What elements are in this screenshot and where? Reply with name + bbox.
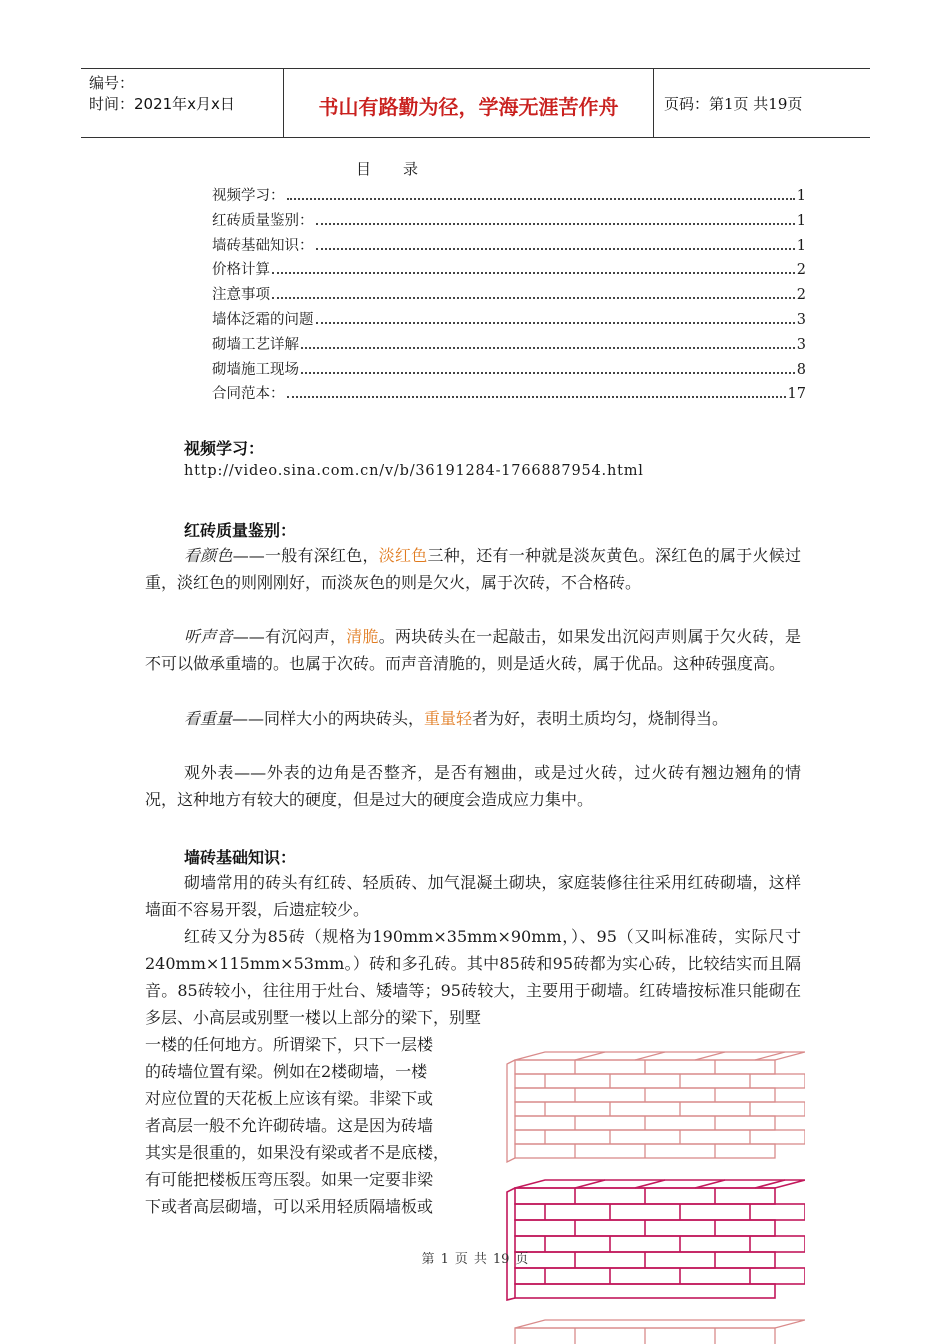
toc-item-label: 墙砖基础知识： [212,237,314,254]
page-footer [0,1248,950,1267]
toc-leader [316,248,795,250]
toc-item-page: 8 [796,361,806,378]
toc-item[interactable] [212,209,806,234]
toc-leader [316,223,795,225]
quality-paragraph-sound [145,623,801,677]
header-meta [89,73,235,115]
text-run: ——一般有深红色， [232,546,379,565]
basics-paragraph-2: 红砖又分为85砖（规格为190mm×35mm×90mm，）、95（又叫标准砖，实际尺寸240mm×115mm×53mm。）砖和多孔砖。其中85砖和95砖都为实心砖，比较结实而且隔音。85砖较小，往往用于灶台、矮墙等；95砖较大，主要用于砌墙。红砖墙按标准只能砌在多层、小高层或别墅一楼以上部分的梁下，别墅 [145,927,801,1027]
toc-item[interactable] [212,184,806,209]
quality-paragraph-appearance: 观外表——外表的边角是否整齐，是否有翘曲，或是过火砖，过火砖有翘边翘角的情况，这种地方有较大的硬度，但是过大的硬度会造成应力集中。 [145,763,801,809]
text-line: 其实是很重的，如果没有梁或者不是底楼， [145,1143,450,1162]
video-link[interactable]: http://video.sina.com.cn/v/b/36191284-1766887954.html [184,463,644,479]
text-run: ——同样大小的两块砖头， [232,709,425,728]
text-line: 对应位置的天花板上应该有梁。非梁下或 [145,1089,434,1108]
basics-wrap-column [145,1031,495,1220]
term-color: 看颜色 [184,546,233,565]
toc-title [356,158,450,179]
toc-item-label: 价格计算 [212,262,270,279]
header-divider [653,69,654,137]
toc-item-page: 2 [796,262,806,279]
text-line: 者高层一般不允许砌砖墙。这是因为砖墙 [145,1116,434,1135]
footer-text: 页 [515,1252,529,1267]
toc-item[interactable] [212,308,806,333]
toc-item-label: 砌墙工艺详解 [212,336,299,353]
toc-item-page: 17 [787,386,806,403]
video-heading: 视频学习： [184,439,265,458]
text-run: 三种，还有一种就是淡灰黄色。深红色的属于火候过重，淡红色的则刚刚好，而淡灰色的则是欠火，属于次砖，不合格砖。 [145,546,801,592]
quality-heading: 红砖质量鉴别： [184,521,297,540]
footer-text: 页 [454,1252,468,1267]
text-line: 一楼的任何地方。所谓梁下，只下一层楼 [145,1035,434,1054]
toc-leader [272,297,795,299]
toc-item[interactable] [212,358,806,383]
header-number: 编号： [89,74,135,92]
toc-item-label: 合同范本： [212,386,285,403]
toc-leader [301,347,795,349]
toc-leader [287,198,795,200]
toc-item-page: 1 [796,212,806,229]
toc-item[interactable] [212,283,806,308]
toc-item[interactable] [212,258,806,283]
quality-paragraph-color [145,542,801,596]
highlight-light-weight: 重量轻 [424,709,473,728]
toc-item-label: 红砖质量鉴别： [212,212,314,229]
text-line: 有可能把楼板压弯压裂。如果一定要非梁 [145,1170,434,1189]
text-run: ——有沉闷声， [232,627,347,646]
toc-leader [272,272,795,274]
toc-item[interactable] [212,333,806,358]
page-header [81,68,870,138]
header-page-info: 页码：第1页 共19页 [664,95,803,113]
toc-item-label: 注意事项 [212,287,270,304]
highlight-crisp: 清脆 [346,627,379,646]
brick-wall-illustration-dark [505,1178,805,1302]
toc-leader [316,322,795,324]
toc-item[interactable] [212,382,806,407]
quality-paragraph-weight [145,705,801,732]
toc-leader [287,396,786,398]
toc-item[interactable] [212,234,806,259]
basics-paragraph-1: 砌墙常用的砖头有红砖、轻质砖、加气混凝土砌块，家庭装修往往采用红砖砌墙，这样墙面不容易开裂，后遗症较少。 [145,873,801,919]
toc-title-char: 录 [403,160,421,178]
basics-heading: 墙砖基础知识： [184,848,297,867]
text-run: 。两块砖头在一起敲击，如果发出沉闷声则属于欠火砖，是不可以做承重墙的。也属于次砖。而声音清脆的，则是适火砖，属于优品。这种砖强度高。 [145,627,801,673]
toc-item-label: 砌墙施工现场 [212,361,299,378]
footer-text: 共 [473,1252,487,1267]
footer-page-number: 1 [440,1252,449,1267]
toc-item-page: 1 [796,188,806,204]
toc-item-page: 1 [796,237,806,254]
footer-text: 第 [421,1252,435,1267]
header-motto: 书山有路勤为径，学海无涯苦作舟 [318,95,619,119]
text-line: 下或者高层砌墙，可以采用轻质隔墙板或 [145,1197,434,1216]
toc-item-page: 2 [796,287,806,304]
toc-item-page: 3 [796,336,806,353]
text-line: 的砖墙位置有梁。例如在2楼砌墙，一楼 [145,1062,428,1081]
toc-item-label: 视频学习： [212,188,285,204]
brick-wall-illustration-light [505,1050,805,1168]
toc-item-label: 墙体泛霜的问题 [212,311,314,328]
term-weight: 看重量 [184,709,233,728]
text-run: 者为好，表明土质均匀，烧制得当。 [472,709,729,728]
brick-wall-illustration-partial [505,1318,805,1344]
toc-title-char: 目 [356,160,374,178]
term-sound: 听声音 [184,627,233,646]
table-of-contents [212,184,806,407]
toc-leader [301,372,795,374]
footer-total-pages: 19 [492,1252,510,1267]
header-time: 时间：2021年x月x日 [89,95,235,113]
toc-item-page: 3 [796,311,806,328]
highlight-light-red: 淡红色 [378,546,428,565]
